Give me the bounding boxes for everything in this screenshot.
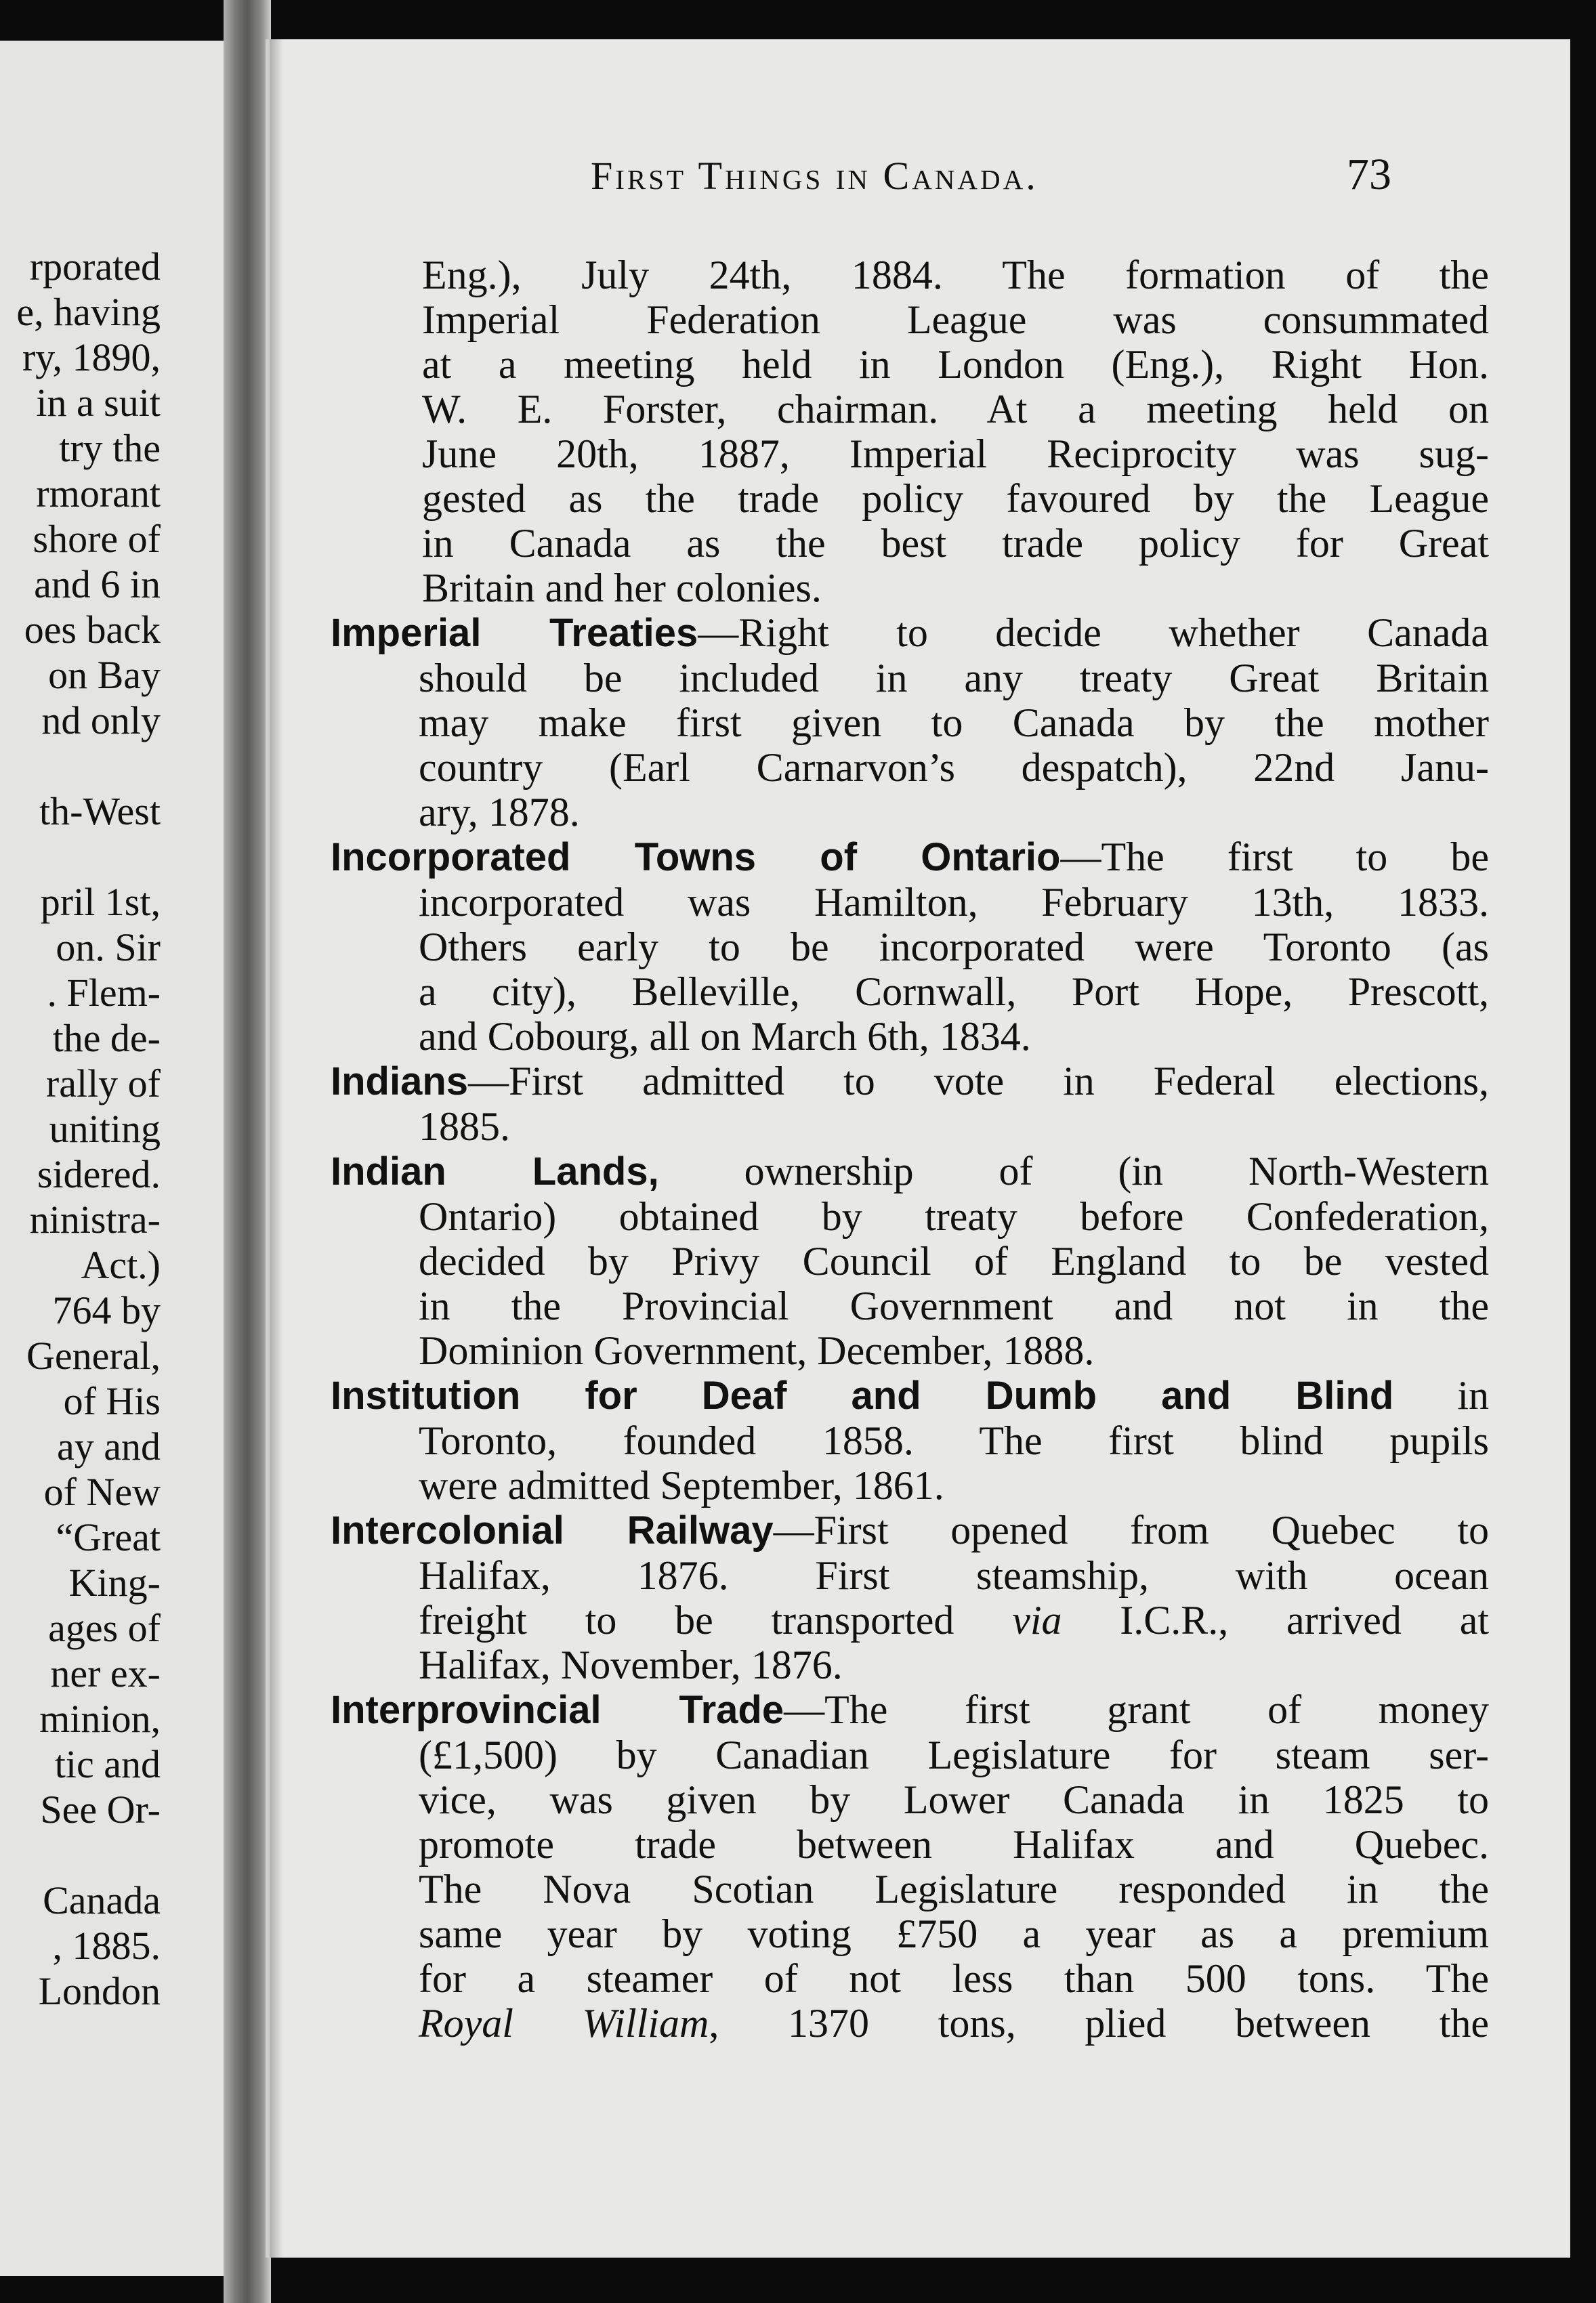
text-line — [331, 2001, 1489, 2046]
left-page-line: uniting — [49, 1107, 161, 1151]
text-line: at a meeting held in London (Eng.), Right Hon. — [422, 342, 1489, 387]
left-page-line: on Bay — [48, 653, 161, 697]
text-line: 1885. — [419, 1104, 510, 1149]
left-facing-page — [0, 41, 234, 2276]
left-page-line: e, having — [16, 290, 161, 334]
left-page-line: tic and — [54, 1742, 161, 1786]
left-page-line: th-West — [39, 789, 161, 833]
text-line: a city), Belleville, Cornwall, Port Hope, Prescott, — [419, 969, 1489, 1014]
left-page-line: London — [38, 1969, 161, 2013]
text-line: decided by Privy Council of England to be vested — [419, 1239, 1489, 1284]
entry-text: —Right to decide whether Canada — [698, 610, 1489, 655]
left-page-line: ry, 1890, — [22, 335, 161, 379]
text-line: ary, 1878. — [419, 790, 580, 834]
text-line: incorporated was Hamilton, February 13th, 1833. — [419, 880, 1489, 925]
entry-interprovincial-trade — [331, 1687, 1489, 2046]
left-page-line: ner ex- — [50, 1651, 161, 1695]
left-page-line: ay and — [57, 1424, 161, 1469]
left-page-line: “Great — [56, 1515, 161, 1559]
right-page — [266, 39, 1570, 2258]
entry-indians — [331, 1059, 1489, 1149]
text-line: vice, was given by Lower Canada in 1825 to — [419, 1777, 1489, 1822]
text-line: Britain and her colonies. — [422, 566, 822, 610]
text-line: Halifax, November, 1876. — [419, 1643, 843, 1687]
left-page-line: minion, — [39, 1697, 161, 1741]
left-page-line: 764 by — [52, 1288, 161, 1332]
text-line: in Canada as the best trade policy for Great — [422, 521, 1489, 566]
left-page-line: ninistra- — [29, 1198, 161, 1242]
ship-name: Royal William — [419, 2001, 709, 2046]
continued-paragraph — [331, 253, 1489, 610]
entry-heading: Indians — [331, 1059, 469, 1103]
entry-first-line — [331, 1687, 1489, 1733]
entry-first-line — [331, 1508, 1489, 1553]
entry-institution-deaf-blind — [331, 1373, 1489, 1508]
text-line: Imperial Federation League was consummated — [422, 297, 1489, 342]
entry-intercolonial-railway — [331, 1508, 1489, 1687]
left-page-line: rmorant — [36, 471, 161, 515]
entry-first-line — [331, 610, 1489, 656]
entry-heading: Imperial Treaties — [331, 611, 698, 655]
text-line: Halifax, 1876. First steamship, with ocean — [419, 1553, 1489, 1598]
left-page-line: of His — [63, 1379, 161, 1423]
text-fragment: I.C.R., arrived at — [1062, 1598, 1489, 1643]
text-line: Ontario) obtained by treaty before Confederation, — [419, 1194, 1489, 1239]
text-line: same year by voting £750 a year as a premium — [419, 1911, 1489, 1956]
entry-heading: Institution for Deaf and Dumb and Blind — [331, 1374, 1394, 1418]
text-line: Eng.), July 24th, 1884. The formation of the — [422, 253, 1489, 297]
entry-text: —The first to be — [1060, 834, 1490, 879]
entry-text: —First opened from Quebec to — [773, 1508, 1489, 1552]
text-line: The Nova Scotian Legislature responded in the — [419, 1867, 1489, 1911]
book-gutter — [224, 0, 271, 2303]
text-fragment: , 1370 tons, plied between the — [709, 2001, 1489, 2046]
entry-text: ownership of (in North-Western — [658, 1149, 1489, 1193]
text-line: (£1,500) by Canadian Legislature for steam ser- — [419, 1733, 1489, 1777]
text-line: Others early to be incorporated were Toronto (as — [419, 925, 1489, 969]
entry-indian-lands — [331, 1149, 1489, 1373]
text-line: promote trade between Halifax and Quebec. — [419, 1822, 1489, 1867]
page-body — [331, 253, 1489, 2046]
text-line: for a steamer of not less than 500 tons. The — [419, 1956, 1489, 2001]
entry-first-line — [331, 1149, 1489, 1194]
text-line: Toronto, founded 1858. The first blind pupils — [419, 1418, 1489, 1463]
text-line: June 20th, 1887, Imperial Reciprocity was sug- — [422, 431, 1489, 476]
text-line: country (Earl Carnarvon’s despatch), 22nd Janu- — [419, 745, 1489, 790]
left-page-line: nd only — [41, 698, 161, 742]
left-page-line: . Flem- — [47, 971, 161, 1015]
entry-heading: Intercolonial Railway — [331, 1508, 774, 1552]
entry-incorporated-towns — [331, 834, 1489, 1059]
text-line: gested as the trade policy favoured by the League — [422, 476, 1489, 521]
page-edge-shadow — [270, 39, 283, 2258]
left-page-line: , 1885. — [52, 1924, 161, 1968]
left-page-line: on. Sir — [56, 925, 161, 969]
left-page-line: rporated — [29, 245, 161, 289]
text-line: were admitted September, 1861. — [419, 1463, 944, 1508]
left-page-line: in a suit — [36, 381, 161, 425]
text-line — [331, 1598, 1489, 1643]
text-line: may make first given to Canada by the mother — [419, 700, 1489, 745]
entry-heading: Interprovincial Trade — [331, 1688, 784, 1732]
left-page-line: shore of — [33, 517, 161, 561]
left-page-line: pril 1st, — [40, 880, 161, 924]
entry-first-line — [331, 1059, 1489, 1104]
left-page-line: King- — [68, 1561, 161, 1605]
entry-text: in — [1393, 1373, 1489, 1418]
entry-heading: Indian Lands, — [331, 1149, 659, 1193]
blank-line — [0, 1832, 161, 1878]
left-page-text — [0, 244, 161, 2014]
left-page-line: See Or- — [40, 1788, 161, 1832]
text-line: and Cobourg, all on March 6th, 1834. — [419, 1014, 1031, 1059]
left-page-line: Act.) — [81, 1243, 161, 1287]
left-page-line: Canada — [43, 1878, 161, 1922]
left-page-line: the de- — [52, 1016, 161, 1060]
left-page-line: try the — [59, 426, 161, 470]
entry-first-line — [331, 1373, 1489, 1418]
entry-text: —The first grant of money — [784, 1687, 1490, 1732]
entry-text: —First admitted to vote in Federal elections, — [468, 1059, 1489, 1103]
left-page-line: rally of — [45, 1061, 161, 1105]
text-line: Dominion Government, December, 1888. — [419, 1328, 1095, 1373]
left-page-line: of New — [43, 1470, 161, 1514]
text-line: should be included in any treaty Great Britain — [419, 656, 1489, 700]
left-page-line: and 6 in — [34, 562, 161, 606]
blank-line — [0, 743, 161, 788]
text-line: W. E. Forster, chairman. At a meeting held on — [422, 387, 1489, 431]
left-page-line: sidered. — [37, 1152, 161, 1196]
entry-imperial-treaties — [331, 610, 1489, 834]
running-title: First Things in Canada. — [591, 154, 1038, 198]
left-page-line: oes back — [24, 608, 161, 652]
text-fragment: freight to be transported — [419, 1598, 954, 1643]
page-number: 73 — [1347, 150, 1391, 199]
text-line: in the Provincial Government and not in the — [419, 1284, 1489, 1328]
entry-first-line — [331, 834, 1489, 880]
italic-word: via — [1012, 1598, 1062, 1643]
left-page-line: General, — [26, 1334, 161, 1378]
left-page-line: ages of — [48, 1606, 161, 1650]
entry-heading: Incorporated Towns of Ontario — [331, 835, 1061, 879]
blank-line — [0, 834, 161, 879]
